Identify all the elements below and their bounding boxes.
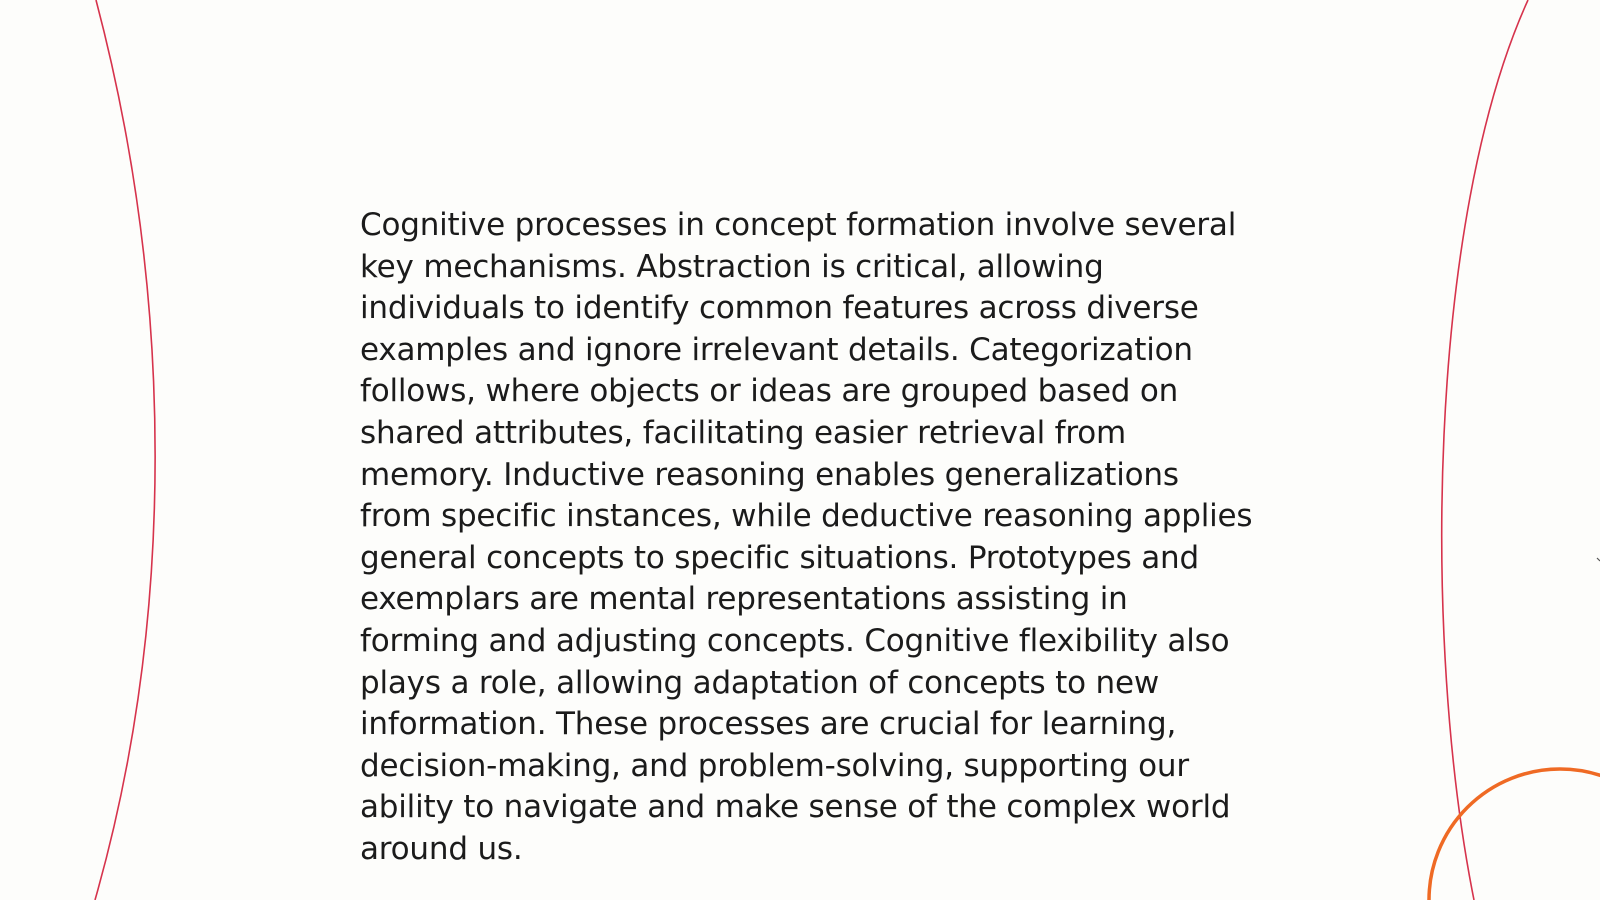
left-curve-line xyxy=(95,0,155,900)
body-paragraph: Cognitive processes in concept formation involve several key mechanisms. Abstraction is critical, allowing individuals to identify common features across diverse examples and ignore irrelevant details. Categorization follows, where objects or ideas are grouped based on shared attributes, facilitating easier retrieval from memory. Inductive reasoning enables generalizations from specific instances, while deductive reasoning applies general concepts to specific situations. Prototypes and exemplars are mental representations assisting in forming and adjusting concepts. Cognitive flexibility also plays a role, allowing adaptation of concepts to new information. These processes are crucial for learning, decision-making, and problem-solving, supporting our ability to navigate and make sense of the complex world around us. xyxy=(360,207,1253,867)
orange-accent-circle xyxy=(1429,769,1600,900)
right-curve-line xyxy=(1442,0,1528,900)
